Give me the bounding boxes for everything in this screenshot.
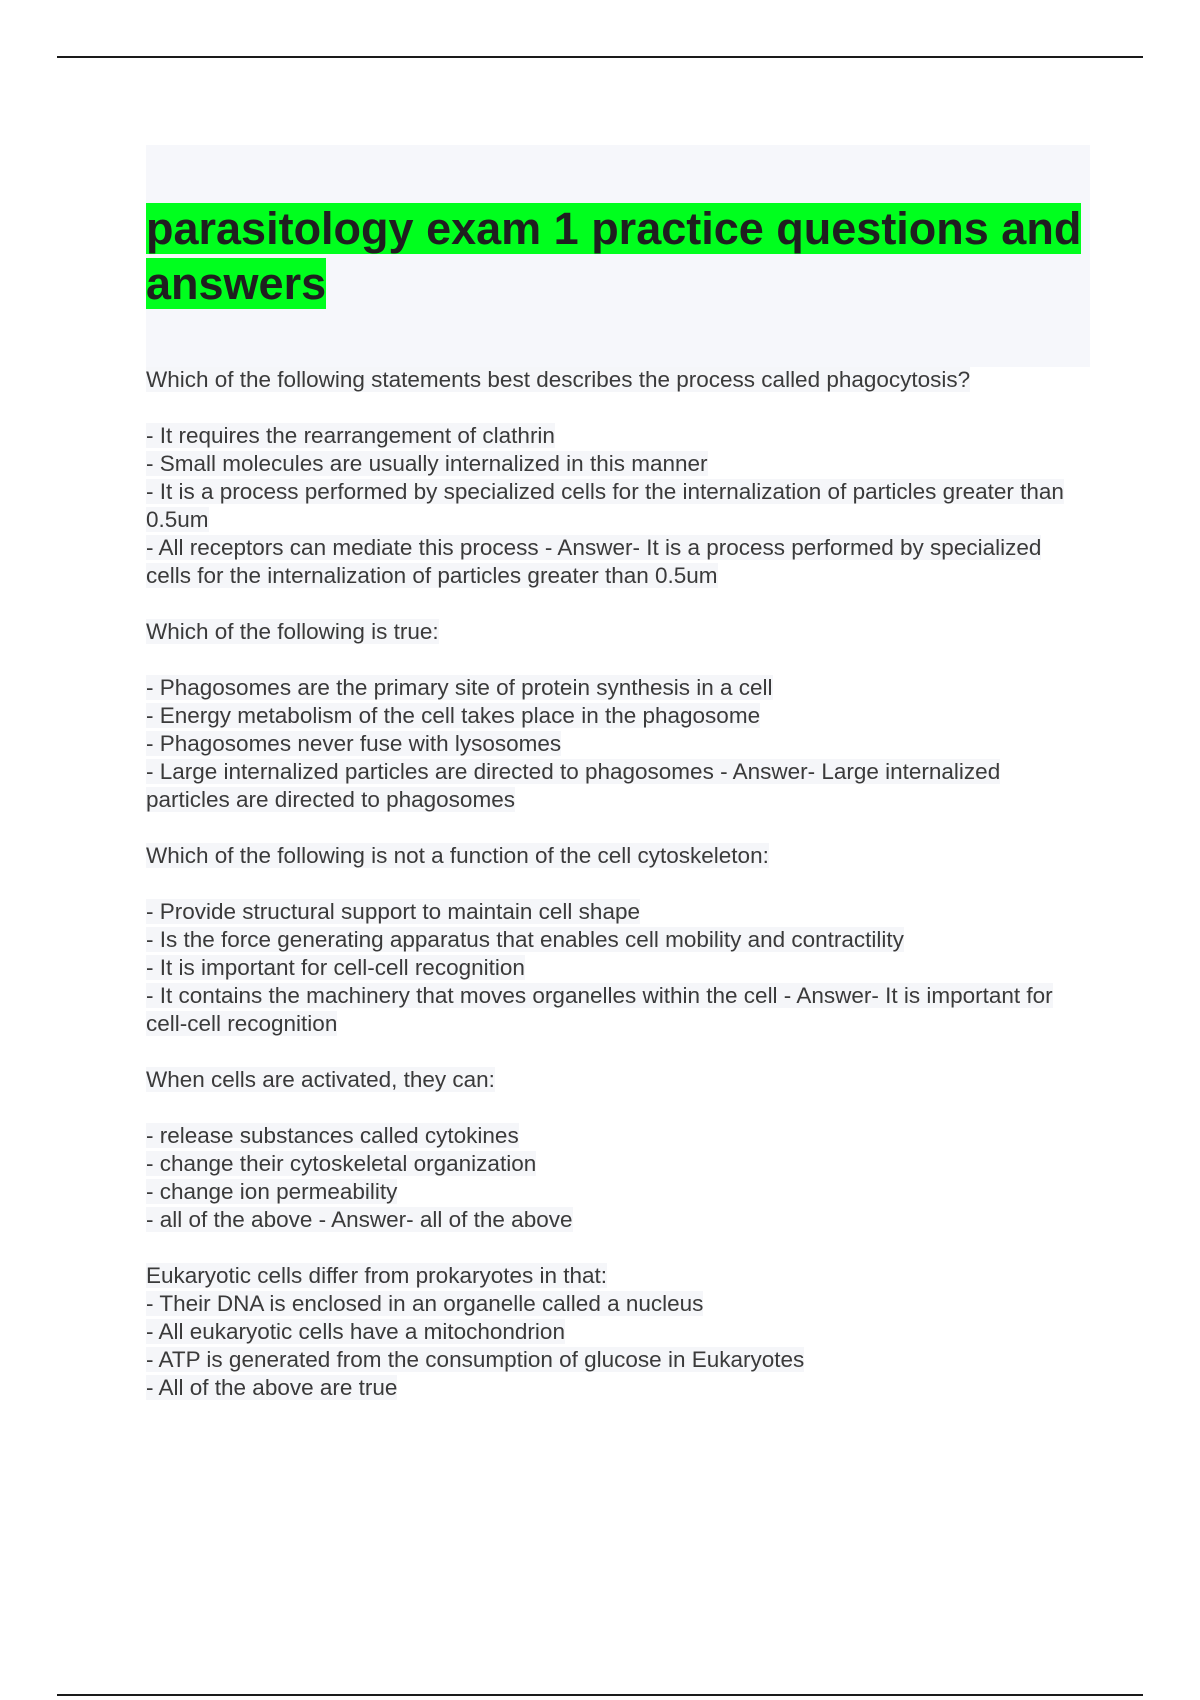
answer-option: - All of the above are true xyxy=(146,1375,398,1400)
answer-option-with-answer: - All receptors can mediate this process - Answer- It is a process performed by specialized cells for the internalization of particles greater than 0.5um xyxy=(146,535,1042,588)
answer-option: - Is the force generating apparatus that enables cell mobility and contractility xyxy=(146,927,904,952)
answer-option: - Phagosomes are the primary site of protein synthesis in a cell xyxy=(146,675,773,700)
top-rule xyxy=(57,56,1143,58)
answer-option: - Small molecules are usually internalized in this manner xyxy=(146,451,708,476)
answer-option: - change ion permeability xyxy=(146,1179,398,1204)
question-block xyxy=(146,842,1090,1038)
answer-option: - Their DNA is enclosed in an organelle called a nucleus xyxy=(146,1291,704,1316)
answer-option: - Energy metabolism of the cell takes place in the phagosome xyxy=(146,703,761,728)
question-text: When cells are activated, they can: xyxy=(146,1067,495,1092)
question-block xyxy=(146,366,1090,590)
bottom-rule xyxy=(57,1694,1143,1696)
answer-option: - It is important for cell-cell recognition xyxy=(146,955,525,980)
answer-option: - change their cytoskeletal organization xyxy=(146,1151,537,1176)
question-text: Eukaryotic cells differ from prokaryotes in that: xyxy=(146,1263,608,1288)
question-block xyxy=(146,618,1090,814)
answer-option: - ATP is generated from the consumption of glucose in Eukaryotes xyxy=(146,1347,805,1372)
question-text: Which of the following statements best describes the process called phagocytosis? xyxy=(146,367,971,392)
answer-option: - release substances called cytokines xyxy=(146,1123,519,1148)
question-block xyxy=(146,1066,1090,1234)
question-block xyxy=(146,1262,1090,1402)
answer-option-with-answer: - all of the above - Answer- all of the above xyxy=(146,1207,573,1232)
document-body xyxy=(146,366,1090,1430)
question-text: Which of the following is not a function of the cell cytoskeleton: xyxy=(146,843,769,868)
answer-option-with-answer: - Large internalized particles are directed to phagosomes - Answer- Large internalized particles are directed to phagosomes xyxy=(146,759,1001,812)
answer-option: - It is a process performed by specialized cells for the internalization of particles greater than 0.5um xyxy=(146,479,1064,532)
answer-option-with-answer: - It contains the machinery that moves organelles within the cell - Answer- It is important for cell-cell recognition xyxy=(146,983,1053,1036)
answer-option: - Provide structural support to maintain cell shape xyxy=(146,899,640,924)
page-title xyxy=(146,201,1086,311)
question-text: Which of the following is true: xyxy=(146,619,439,644)
answer-option: - Phagosomes never fuse with lysosomes xyxy=(146,731,562,756)
page-title-text: parasitology exam 1 practice questions and answers xyxy=(146,203,1082,309)
answer-option: - All eukaryotic cells have a mitochondrion xyxy=(146,1319,565,1344)
answer-option: - It requires the rearrangement of clathrin xyxy=(146,423,555,448)
